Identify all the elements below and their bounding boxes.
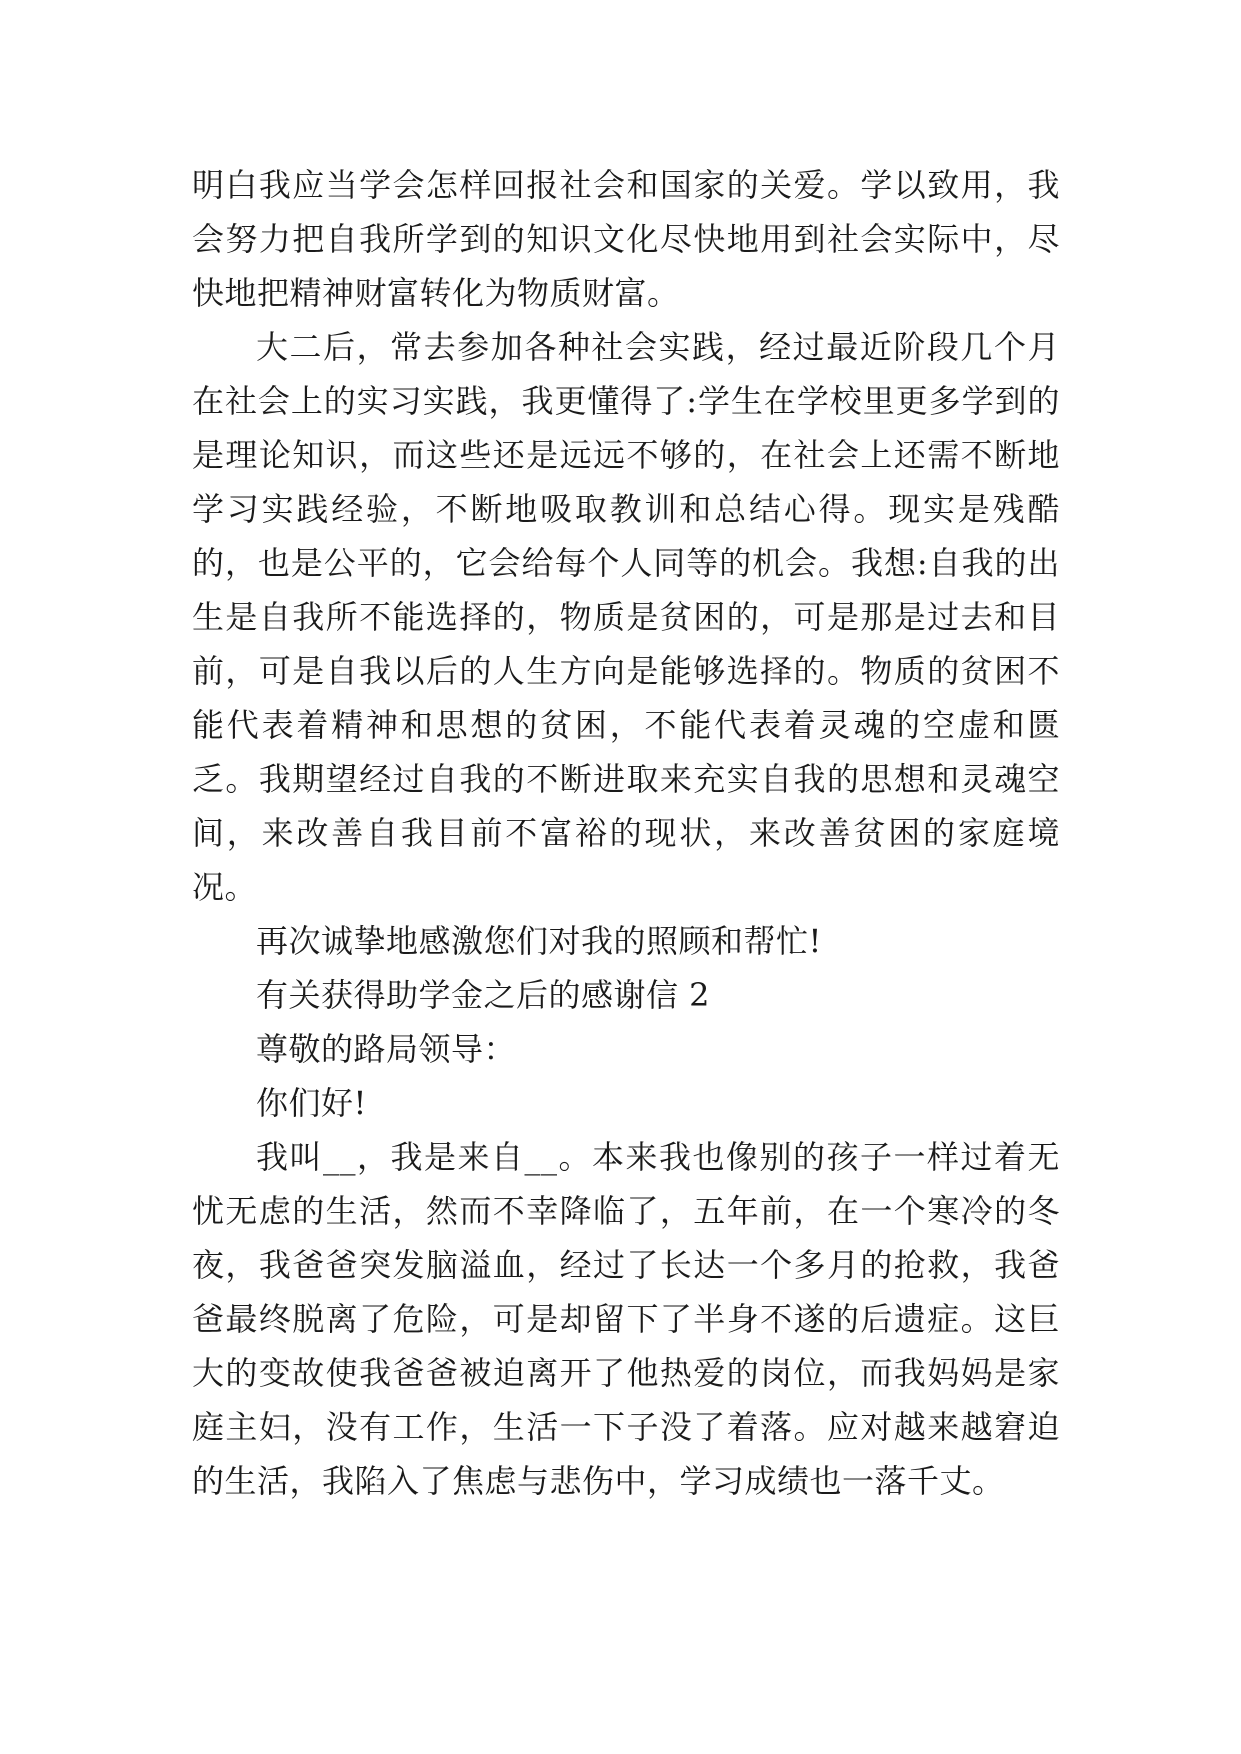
paragraph-sophomore-practice: 大二后，常去参加各种社会实践，经过最近阶段几个月在社会上的实习实践，我更懂得了:学生在学校里更多学到的是理论知识，而这些还是远远不够的，在社会上还需不断地学习实践经验，不断地吸取教训和总结心得。现实是残酷的，也是公平的，它会给每个人同等的机会。我想:自我的出生是自我所不能选择的，物质是贫困的，可是那是过去和目前，可是自我以后的人生方向是能够选择的。物质的贫困不能代表着精神和思想的贫困，不能代表着灵魂的空虚和匮乏。我期望经过自我的不断进取来充实自我的思想和灵魂空间，来改善自我目前不富裕的现状，来改善贫困的家庭境况。	[192, 328, 1060, 906]
letter-title: 有关获得助学金之后的感谢信 2	[256, 976, 711, 1014]
paragraph-continuation: 明白我应当学会怎样回报社会和国家的关爱。学以致用，我会努力把自我所学到的知识文化尽快地用到社会实际中，尽快地把精神财富转化为物质财富。	[192, 166, 1060, 312]
paragraph-family-story: 我叫__，我是来自__。本来我也像别的孩子一样过着无忧无虑的生活，然而不幸降临了，五年前，在一个寒冷的冬夜，我爸爸突发脑溢血，经过了长达一个多月的抢救，我爸爸最终脱离了危险，可是却留下了半身不遂的后遗症。这巨大的变故使我爸爸被迫离开了他热爱的岗位，而我妈妈是家庭主妇，没有工作，生活一下子没了着落。应对越来越窘迫的生活，我陷入了焦虑与悲伤中，学习成绩也一落千丈。	[192, 1138, 1060, 1500]
letter-salutation: 尊敬的路局领导：	[256, 1030, 517, 1068]
document-body	[192, 158, 1060, 1508]
letter-greeting: 你们好!	[256, 1084, 367, 1122]
paragraph-thanks-again: 再次诚挚地感激您们对我的照顾和帮忙!	[256, 922, 822, 960]
